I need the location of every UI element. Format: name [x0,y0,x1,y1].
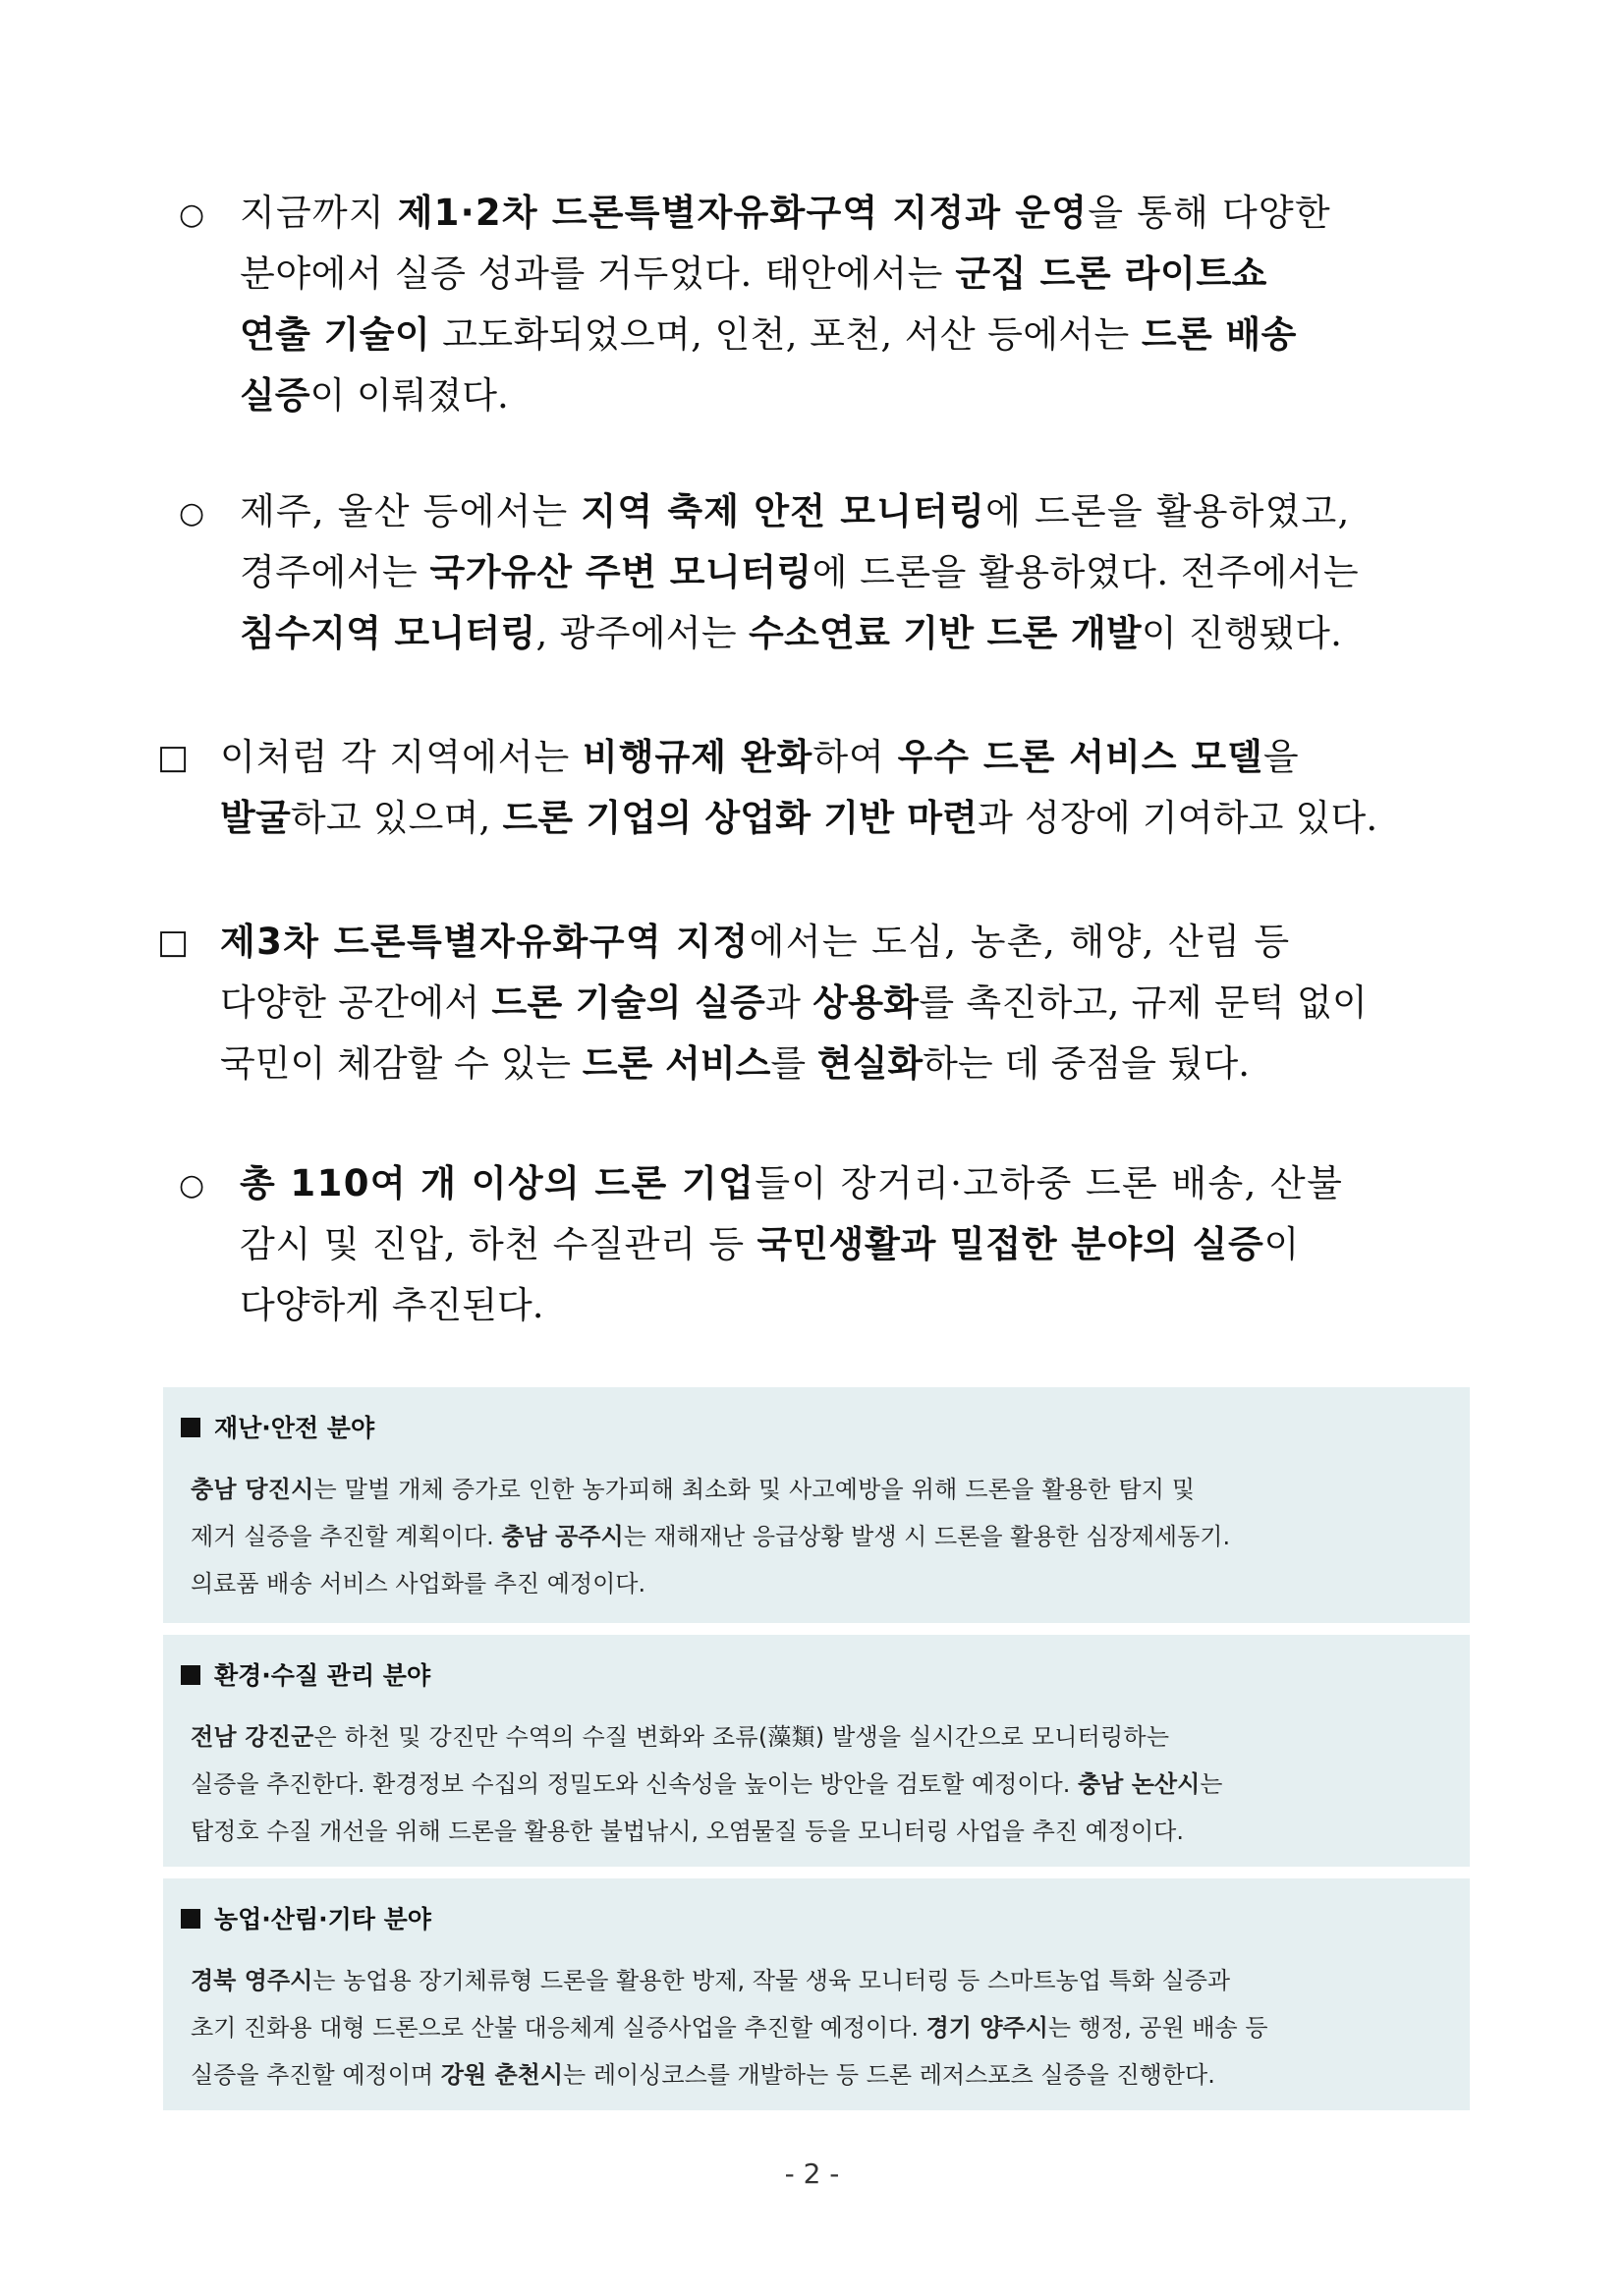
box-heading: 농업·산림·기타 분야 [181,1902,431,1937]
square-marker-icon [181,1909,200,1929]
square-bullet: □ [157,738,190,777]
box-heading: 재난·안전 분야 [181,1411,374,1446]
info-box-environment-water [163,1635,1470,1867]
box-body: 경북 영주시는 농업용 장기체류형 드론을 활용한 방제, 작물 생육 모니터링 등 스마트농업 특화 실증과 초기 진화용 대형 드론으로 산불 대응체계 실증사업을 추진할 예정이다. 경기 양주시는 행정, 공원 배송 등 실증을 추진할 예정이며 강원 춘천시는 레이싱코스를 개발하는 등 드론 레저스포츠 실증을 진행한다. [191,1967,1268,2089]
circle-bullet: ○ [179,1168,205,1203]
box-body: 충남 당진시는 말벌 개체 증가로 인한 농가피해 최소화 및 사고예방을 위해 드론을 활용한 탐지 및 제거 실증을 추진할 계획이다. 충남 공주시는 재해재난 응급상황 발생 시 드론을 활용한 심장제세동기. 의료품 배송 서비스 사업화를 추진 예정이다. [191,1476,1231,1597]
info-box-disaster-safety [163,1387,1470,1623]
circle-bullet: ○ [179,496,205,531]
paragraph-4: 제3차 드론특별자유화구역 지정에서는 도심, 농촌, 해양, 산림 등 다양한 공간에서 드론 기술의 실증과 상용화를 촉진하고, 규제 문턱 없이 국민이 체감할 수 있는 드론 서비스를 현실화하는 데 중점을 뒀다. [220,921,1369,1085]
paragraph-1: 지금까지 제1·2차 드론특별자유화구역 지정과 운영을 통해 다양한 분야에서 실증 성과를 거두었다. 태안에서는 군집 드론 라이트쇼 연출 기술이 고도화되었으며, 인천, 포천, 서산 등에서는 드론 배송 실증이 이뤄졌다. [240,192,1331,417]
square-marker-icon [181,1665,200,1685]
paragraph-3: 이처럼 각 지역에서는 비행규제 완화하여 우수 드론 서비스 모델을 발굴하고 있으며, 드론 기업의 상업화 기반 마련과 성장에 기여하고 있다. [220,736,1378,839]
circle-bullet: ○ [179,197,205,232]
paragraph-5: 총 110여 개 이상의 드론 기업들이 장거리·고하중 드론 배송, 산불 감시 및 진압, 하천 수질관리 등 국민생활과 밀접한 분야의 실증이 다양하게 추진된다. [240,1162,1344,1326]
box-body: 전남 강진군은 하천 및 강진만 수역의 수질 변화와 조류(藻類) 발생을 실시간으로 모니터링하는 실증을 추진한다. 환경정보 수집의 정밀도와 신속성을 높이는 방안을 검토할 예정이다. 충남 논산시는 탑정호 수질 개선을 위해 드론을 활용한 불법낚시, 오염물질 등을 모니터링 사업을 추진 예정이다. [191,1723,1223,1845]
page-number: - 2 - [784,2157,840,2190]
square-bullet: □ [157,923,190,962]
square-marker-icon [181,1418,200,1437]
paragraph-2: 제주, 울산 등에서는 지역 축제 안전 모니터링에 드론을 활용하였고, 경주에서는 국가유산 주변 모니터링에 드론을 활용하였다. 전주에서는 침수지역 모니터링, 광주에서는 수소연료 기반 드론 개발이 진행됐다. [240,490,1360,654]
box-heading: 환경·수질 관리 분야 [181,1658,430,1694]
info-box-agriculture-forest-etc [163,1878,1470,2110]
